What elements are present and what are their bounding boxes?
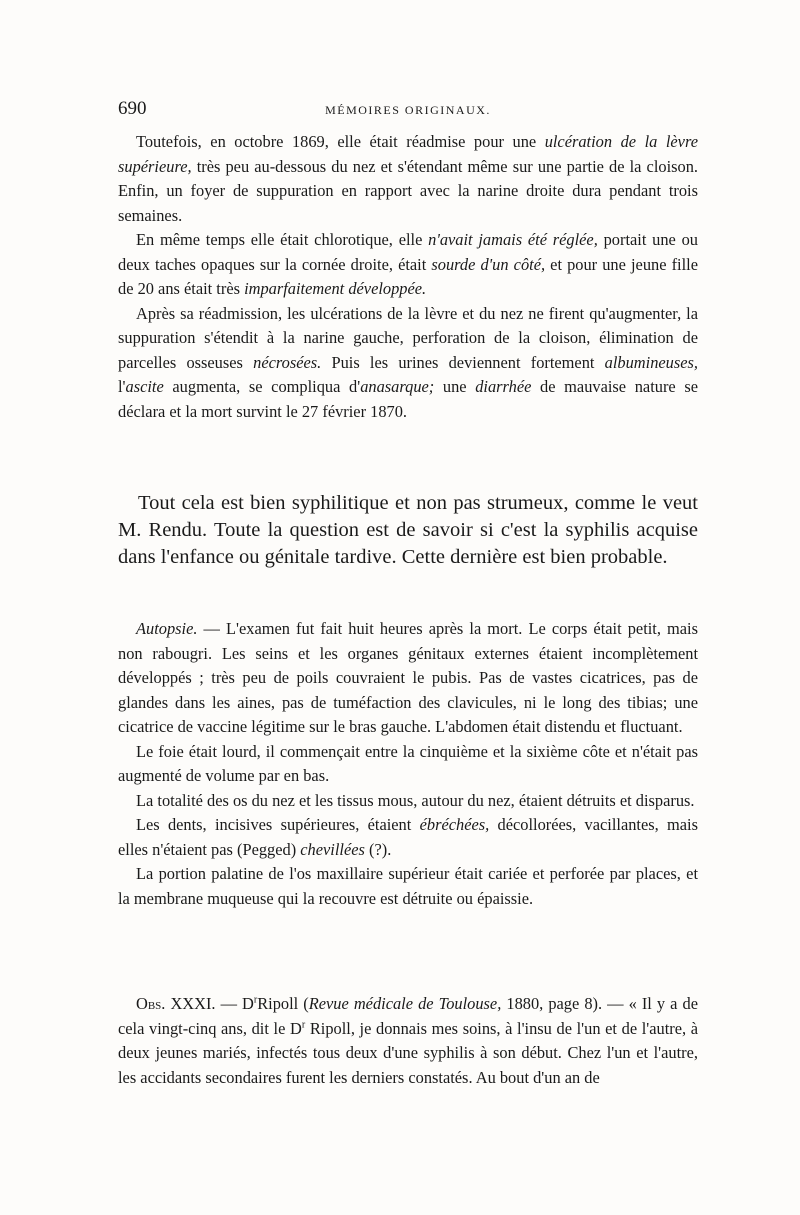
paragraph-teeth: Les dents, incisives supérieures, étaient ébréchées, décollorées, vacillantes, mais elles n'étaient pas (Pegged) chevillées (?). bbox=[118, 815, 698, 859]
paragraph-observation-xxxi: Obs. XXXI. — $D^rRipoll$ (Revue médicale de Toulouse, 1880, page 8). — « Il y a de cela vingt-cinq ans, dit le $D^r$ Ripoll, je donnais mes soins, à l'insu de l'un et de l'autre, à deux jeunes mariés, infectés tous deux d'une syphilis à son début. Chez l'un et l'autre, les accidants secondaires furent les derniers constatés. Au bout d'un an de bbox=[118, 994, 699, 1087]
commentary-block bbox=[118, 490, 698, 571]
paragraph-nose-bones: La totalité des os du nez et les tissus mous, autour du nez, étaient détruits et disparus. bbox=[136, 790, 695, 810]
paragraph-commentary: Tout cela est bien syphilitique et non pas strumeux, comme le veut M. Rendu. Toute la question est de savoir si c'est la syphilis acquise dans l'enfance ou génitale tardive. Cette dernière est bien probable. bbox=[118, 492, 698, 568]
paragraph-liver: Le foie était lourd, il commençait entre la cinquième et la sixième côte et n'était pas augmenté de volume par en bas. bbox=[118, 741, 698, 785]
paragraph-palate: La portion palatine de l'os maxillaire supérieur était cariée et perforée par places, et la membrane muqueuse qui la recouvre est détruite ou épaissie. bbox=[118, 864, 698, 908]
paragraph-progression: Après sa réadmission, les ulcérations de la lèvre et du nez ne firent qu'augmenter, la suppuration s'étendit à la narine gauche, perforation de la cloison, élimination de parcelles osseuses nécrosées. Puis les urines deviennent fortement albumineuses, l'ascite augmenta, se compliqua d'anasarque; une diarrhée de mauvaise nature se déclara et la mort survint le 27 février 1870. bbox=[118, 303, 698, 421]
page-header bbox=[118, 98, 698, 122]
case-history-block bbox=[118, 130, 698, 424]
paragraph-autopsy: Autopsie. — L'examen fut fait huit heures après la mort. Le corps était petit, mais non rabougri. Les seins et les organes génitaux externes étaient incomplètement développés ; très peu de poils couvraient le pubis. Pas de vastes cicatrices, pas de glandes dans les aines, pas de tuméfaction des clavicules, ni le long des tibias; une cicatrice de vaccine légitime sur le bras gauche. L'abdomen était distendu et fluctuant. bbox=[118, 619, 698, 736]
page-number: 690 bbox=[118, 98, 147, 119]
observation-block bbox=[118, 992, 698, 1090]
paragraph-chlorosis: En même temps elle était chlorotique, elle n'avait jamais été réglée, portait une ou deux taches opaques sur la cornée droite, était sourde d'un côté, et pour une jeune fille de 20 ans était très imparfaitement développée. bbox=[118, 230, 698, 298]
running-title: MÉMOIRES ORIGINAUX. bbox=[325, 103, 491, 117]
autopsy-block bbox=[118, 617, 698, 911]
paragraph-readmission: Toutefois, en octobre 1869, elle était réadmise pour une ulcération de la lèvre supérieure, très peu au-dessous du nez et s'étendant même sur une partie de la cloison. Enfin, un foyer de suppuration en rapport avec la narine droite dura pendant trois semaines. bbox=[118, 132, 698, 225]
